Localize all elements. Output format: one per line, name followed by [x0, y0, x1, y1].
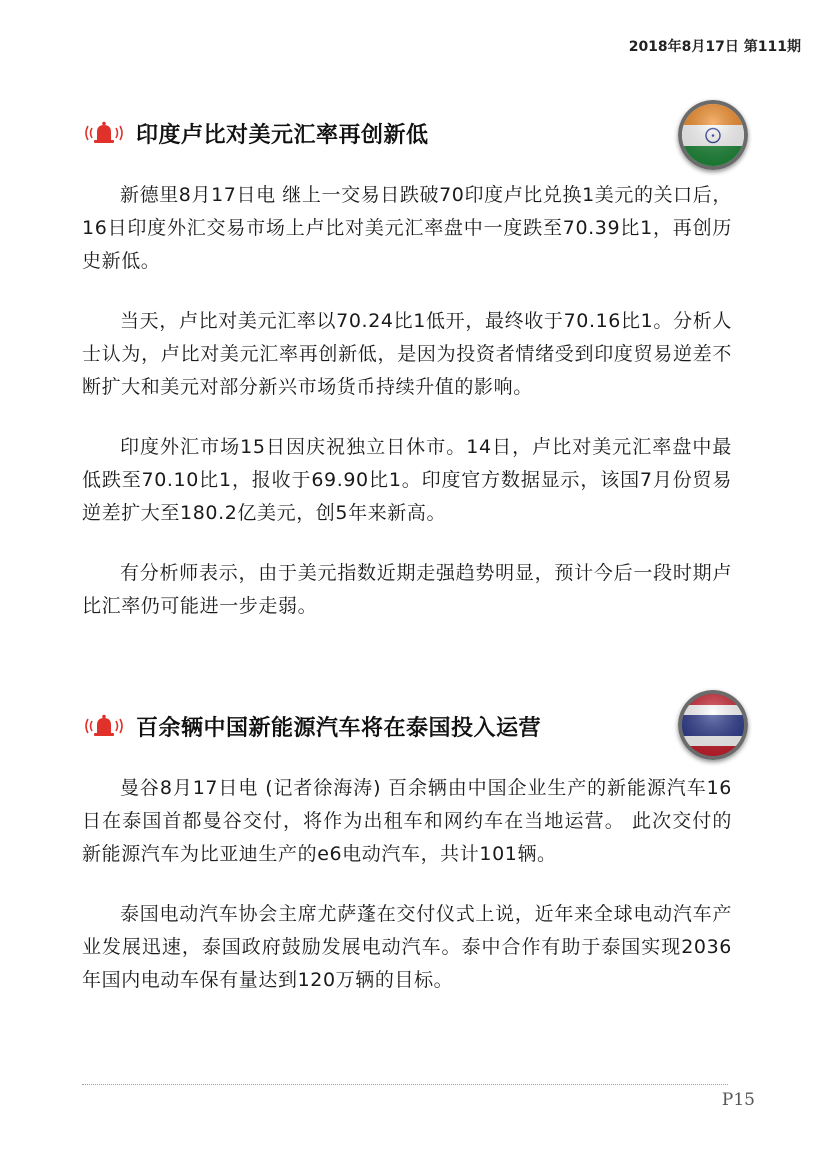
article-title: 百余辆中国新能源汽车将在泰国投入运营 — [136, 715, 542, 741]
article-paragraph: 泰国电动汽车协会主席尤萨蓬在交付仪式上说，近年来全球电动汽车产业发展迅速，泰国政府鼓励发展电动汽车。泰中合作有助于泰国实现2036年国内电动车保有量达到120万辆的目标。 — [82, 903, 732, 991]
article-title-row — [82, 113, 732, 153]
page-number: P15 — [721, 1090, 755, 1110]
article-thailand-ev — [82, 706, 732, 997]
article-title-row — [82, 706, 732, 746]
alarm-bell-icon — [82, 118, 126, 148]
article-india-rupee — [82, 113, 732, 623]
issue-date: 2018年8月17日 第111期 — [628, 39, 801, 55]
article-paragraph: 有分析师表示，由于美元指数近期走强趋势明显，预计今后一段时期卢比汇率仍可能进一步走弱。 — [82, 562, 732, 617]
article-title: 印度卢比对美元汇率再创新低 — [136, 122, 429, 148]
alarm-bell-icon — [82, 711, 126, 741]
india-flag-icon — [678, 100, 748, 170]
article-paragraph: 印度外汇市场15日因庆祝独立日休市。14日，卢比对美元汇率盘中最低跌至70.10比1，报收于69.90比1。印度官方数据显示，该国7月份贸易逆差扩大至180.2亿美元，创5年来新高。 — [82, 436, 732, 524]
footer-divider — [82, 1084, 728, 1085]
article-paragraph: 曼谷8月17日电 (记者徐海涛) 百余辆由中国企业生产的新能源汽车16日在泰国首都曼谷交付，将作为出租车和网约车在当地运营。 此次交付的新能源汽车为比亚迪生产的e6电动汽车，共计101辆。 — [82, 777, 732, 865]
article-paragraph: 新德里8月17日电 继上一交易日跌破70印度卢比兑换1美元的关口后，16日印度外汇交易市场上卢比对美元汇率盘中一度跌至70.39比1，再创历史新低。 — [82, 184, 732, 272]
article-paragraph: 当天，卢比对美元汇率以70.24比1低开，最终收于70.16比1。分析人士认为，卢比对美元汇率再创新低，是因为投资者情绪受到印度贸易逆差不断扩大和美元对部分新兴市场货币持续升值的影响。 — [82, 310, 732, 398]
thailand-flag-icon — [678, 690, 748, 760]
